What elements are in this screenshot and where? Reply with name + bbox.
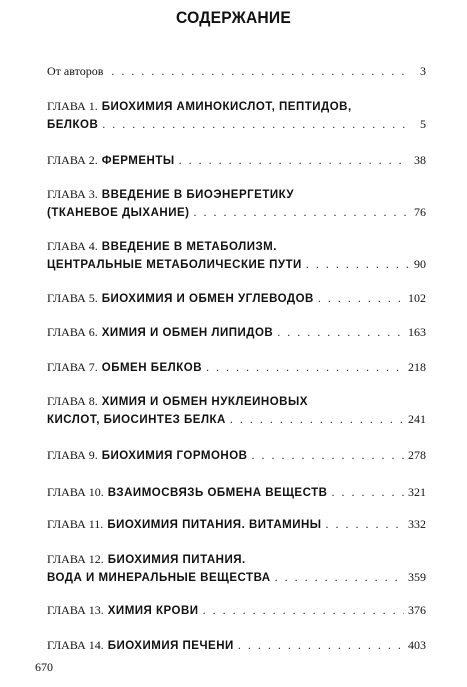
toc-entry-prefix: ГЛАВА 10. [47,485,104,499]
toc-entry[interactable] [47,97,426,133]
dot-leader [318,289,404,307]
toc-entry-title: ФЕРМЕНТЫ [101,155,175,167]
toc-entry-title: БИОХИМИЯ И ОБМЕН УГЛЕВОДОВ [101,293,314,305]
toc-entry[interactable] [47,323,426,341]
toc-entry-title: (ТКАНЕВОЕ ДЫХАНИЕ) [47,207,190,219]
toc-entry-prefix: ГЛАВА 1. [47,99,98,113]
toc-entry-title: ВЗАИМОСВЯЗЬ ОБМЕНА ВЕЩЕСТВ [107,487,328,499]
toc-entry-prefix: ГЛАВА 6. [47,325,98,339]
toc-entry-page: 332 [408,517,426,531]
page-number: 670 [35,660,53,674]
dot-leader [193,203,408,221]
toc-entry[interactable] [47,483,426,501]
toc-entry-title: ХИМИЯ И ОБМЕН ЛИПИДОВ [101,327,274,339]
toc-entry-page: 5 [420,117,426,131]
toc-entry-prefix: ГЛАВА 12. [47,552,104,566]
dot-leader [179,151,408,169]
toc-entry-page: 376 [408,603,426,617]
toc-entry-page: 218 [408,360,426,374]
toc-entry-prefix: ГЛАВА 3. [47,187,98,201]
toc-entry[interactable] [47,151,426,169]
dot-leader [102,115,408,133]
toc-entry-page: 38 [414,153,426,167]
toc-entry-title: ЦЕНТРАЛЬНЫЕ МЕТАБОЛИЧЕСКИЕ ПУТИ [47,259,302,271]
toc-entry-title: БЕЛКОВ [47,119,99,131]
page-title: СОДЕРЖАНИЕ [176,8,291,27]
dot-leader [306,255,408,273]
toc-entry[interactable] [47,601,426,619]
toc-entry[interactable] [47,358,426,376]
toc-entry-title: БИОХИМИЯ ПИТАНИЯ. ВИТАМИНЫ [107,519,322,531]
dot-leader [277,323,404,341]
dot-leader [326,515,404,533]
toc-entry-prefix: ГЛАВА 8. [47,394,98,408]
toc-entry[interactable] [47,237,426,273]
toc-entry-prefix: ГЛАВА 11. [47,517,104,531]
toc-entry-page: 76 [414,205,426,219]
toc-entry-page: 3 [420,64,426,78]
toc-entry-prefix: ГЛАВА 7. [47,360,98,374]
dot-leader [111,62,408,80]
toc-entry[interactable] [47,636,426,654]
toc-entry-page: 321 [408,485,426,499]
toc-entry[interactable] [47,289,426,307]
toc-entry-prefix: От авторов [47,64,104,78]
toc-entry[interactable] [47,446,426,464]
toc-entry-title: ВОДА И МИНЕРАЛЬНЫЕ ВЕЩЕСТВА [47,572,271,584]
toc-entry-prefix: ГЛАВА 13. [47,603,104,617]
toc-entry-title: ОБМЕН БЕЛКОВ [101,362,203,374]
toc-entry-page: 241 [408,412,426,426]
toc-entry-title: БИОХИМИЯ ПЕЧЕНИ [107,640,234,652]
toc-entry-page: 403 [408,638,426,652]
toc-entry-page: 278 [408,448,426,462]
dot-leader [331,483,404,501]
toc-entry-title: БИОХИМИЯ ПИТАНИЯ. [107,554,246,566]
dot-leader [230,410,404,428]
toc-entry-title: ХИМИЯ КРОВИ [107,605,199,617]
dot-leader [251,446,404,464]
toc-entry-prefix: ГЛАВА 9. [47,448,98,462]
dot-leader [206,358,404,376]
toc-entry-page: 90 [414,257,426,271]
toc-entry[interactable] [47,392,426,428]
toc-entry-page: 102 [408,291,426,305]
toc-entry[interactable] [47,515,426,533]
toc-entry-prefix: ГЛАВА 14. [47,638,104,652]
toc-entry[interactable] [47,62,426,80]
dot-leader [275,568,404,586]
toc-entry-page: 163 [408,325,426,339]
toc-entry-prefix: ГЛАВА 4. [47,239,98,253]
toc-entry-prefix: ГЛАВА 5. [47,291,98,305]
toc-entry-title: ВВЕДЕНИЕ В БИОЭНЕРГЕТИКУ [101,189,295,201]
toc-entry-title: БИОХИМИЯ АМИНОКИСЛОТ, ПЕПТИДОВ, [101,101,352,113]
dot-leader [203,601,404,619]
toc-entry[interactable] [47,550,426,586]
toc-entry-prefix: ГЛАВА 2. [47,153,98,167]
toc-entry[interactable] [47,185,426,221]
toc-entry-title: КИСЛОТ, БИОСИНТЕЗ БЕЛКА [47,414,226,426]
dot-leader [238,636,404,654]
toc-entry-title: ВВЕДЕНИЕ В МЕТАБОЛИЗМ. [101,241,277,253]
toc-entry-page: 359 [408,570,426,584]
toc-entry-title: ХИМИЯ И ОБМЕН НУКЛЕИНОВЫХ [101,396,308,408]
toc-entry-title: БИОХИМИЯ ГОРМОНОВ [101,450,248,462]
